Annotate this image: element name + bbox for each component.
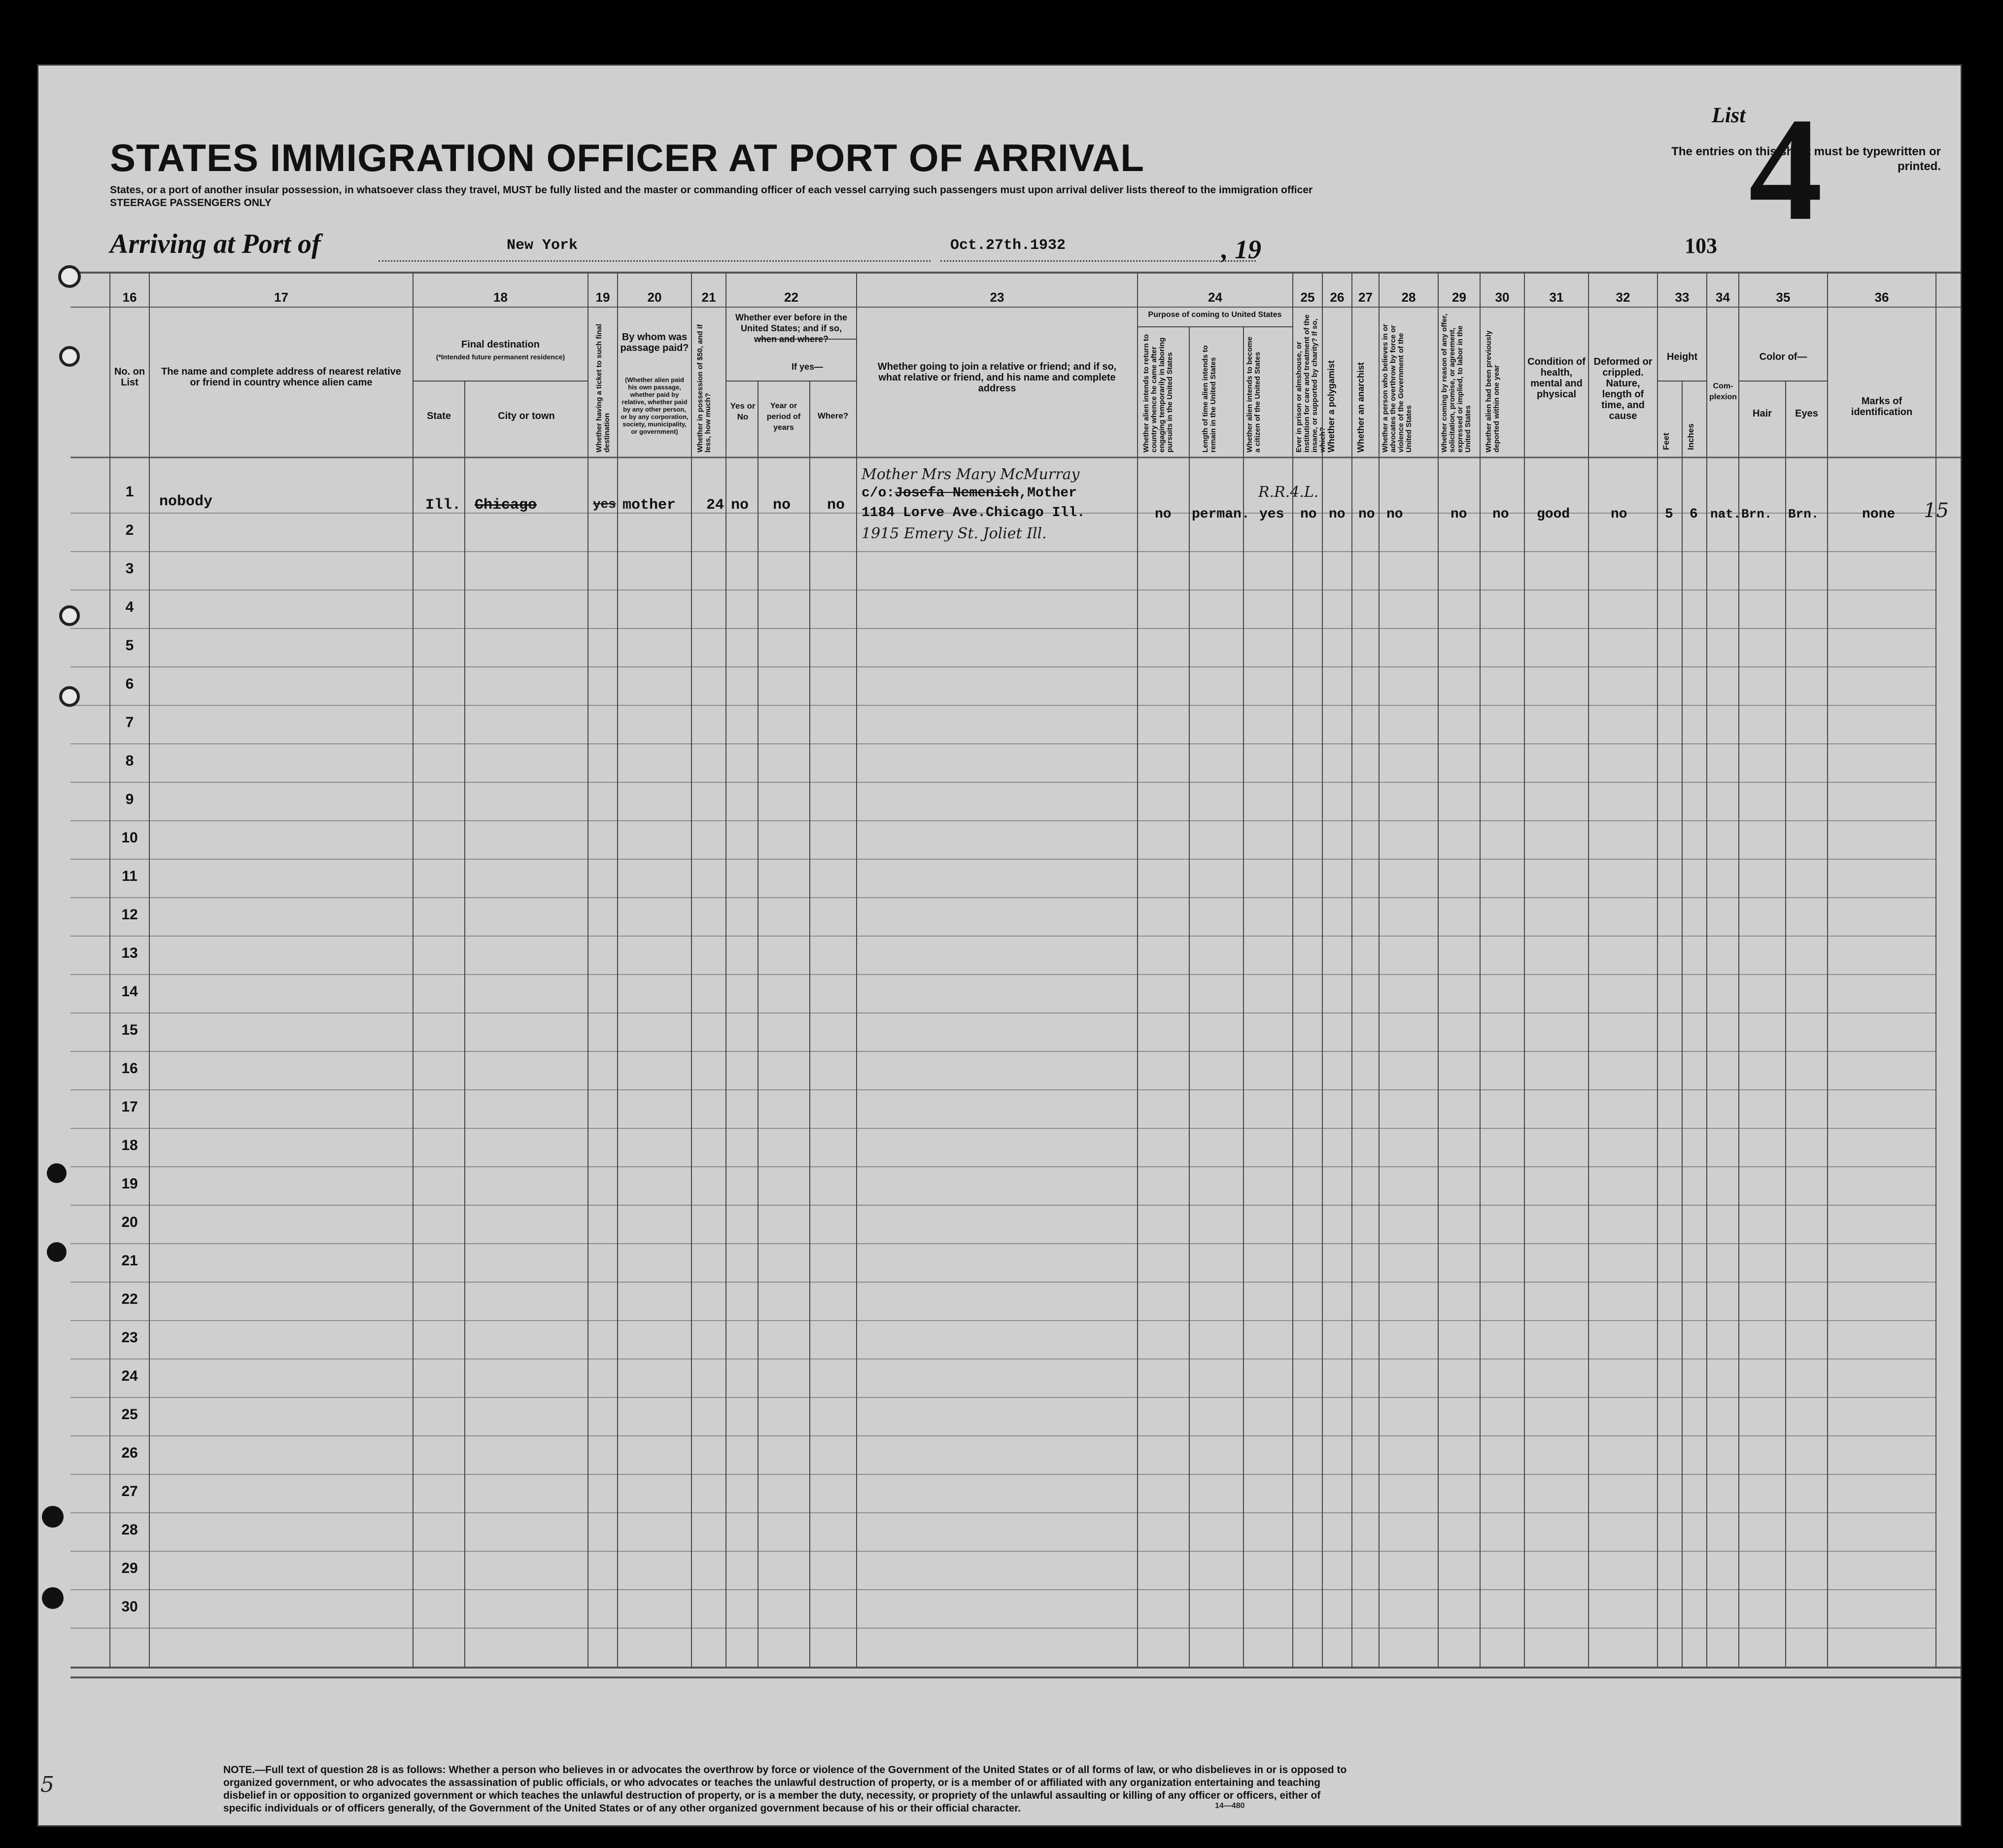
col-num-22: 22 bbox=[784, 290, 798, 305]
col-num-35: 35 bbox=[1776, 290, 1791, 305]
entries-note: The entries on this sheet must be typewritten or printed. bbox=[1671, 145, 1941, 173]
col-16-label: No. on List bbox=[114, 366, 145, 388]
row-number: 24 bbox=[121, 1368, 138, 1384]
entry-become-citizen: yes bbox=[1259, 507, 1284, 522]
col-num-32: 32 bbox=[1616, 290, 1630, 305]
col-num-31: 31 bbox=[1549, 290, 1564, 305]
col-28-label: Whether a person who believes in or advocates the overthrow by force or violence of the Government of the United States bbox=[1381, 324, 1413, 453]
col-18-label: Final destination bbox=[461, 339, 540, 350]
entry-year: no bbox=[773, 497, 791, 514]
header-instructions: States, or a port of another insular possession, in whatsoever class they travel, MUST be fully listed and the master or commanding officer of each vessel carrying such passengers must upon arrival deliver lists thereof to the immigration officer STEERAGE PASSENGERS ONLY bbox=[110, 184, 1313, 209]
col-33-inches: Inches bbox=[1686, 423, 1695, 450]
col-num-18: 18 bbox=[493, 290, 508, 305]
col-22-year: Year or period of years bbox=[766, 402, 801, 432]
col-num-24: 24 bbox=[1208, 290, 1222, 305]
col-18-sub: (*Intended future permanent residence) bbox=[436, 353, 565, 361]
col-num-25: 25 bbox=[1300, 290, 1315, 305]
col-19-label: Whether having a ticket to such final destination bbox=[595, 324, 611, 453]
row-number: 6 bbox=[125, 676, 134, 692]
entry-join-struck-name: Josefa Nemenich bbox=[895, 486, 1019, 501]
col-num-34: 34 bbox=[1716, 290, 1730, 305]
row-number: 22 bbox=[121, 1291, 138, 1307]
row-number: 15 bbox=[121, 1022, 138, 1038]
binder-hole-1 bbox=[47, 1163, 67, 1183]
entry-join-line2: 1184 Lorve Ave.Chicago Ill. bbox=[862, 505, 1085, 521]
manifest-sheet bbox=[37, 64, 1962, 1827]
col-20-sub: (Whether alien paid his own passage, whether paid by relative, whether paid by any other person, or by any corporation, society, municipality, or government) bbox=[621, 376, 689, 435]
row-number: 30 bbox=[121, 1599, 138, 1615]
row-number: 17 bbox=[121, 1099, 138, 1115]
col-num-19: 19 bbox=[595, 290, 610, 305]
col-22-where: Where? bbox=[817, 411, 849, 420]
entry-feet: 5 bbox=[1665, 507, 1673, 522]
entry-complexion: nat. bbox=[1710, 507, 1741, 522]
row-number: 10 bbox=[121, 830, 138, 846]
binder-hole-4 bbox=[42, 1587, 64, 1609]
port-value: New York bbox=[507, 237, 578, 254]
arriving-label: Arriving at Port of bbox=[110, 229, 321, 259]
entry-length-of-stay: perman. bbox=[1192, 507, 1250, 522]
entry-offer-labor: no bbox=[1450, 507, 1467, 522]
row-number: 28 bbox=[121, 1522, 138, 1538]
row-number: 20 bbox=[121, 1214, 138, 1230]
col-18-city: City or town bbox=[498, 411, 555, 421]
entry-join-handwritten: Mother Mrs Mary McMurray bbox=[862, 466, 1080, 483]
col-31-label: Condition of health, mental and physical bbox=[1527, 356, 1586, 400]
entry-polygamist: no bbox=[1329, 507, 1346, 522]
page-mark: 5 bbox=[40, 1772, 54, 1797]
col-num-33: 33 bbox=[1675, 290, 1690, 305]
entry-city: Chicago bbox=[475, 497, 537, 514]
entry-where: no bbox=[827, 497, 845, 514]
row-number: 19 bbox=[121, 1176, 138, 1192]
date-value: Oct.27th.1932 bbox=[950, 237, 1066, 254]
entry-before-in-us: no bbox=[731, 497, 749, 514]
col-21-label: Whether in possession of $50, and if less, how much? bbox=[696, 324, 712, 453]
col-18-state: State bbox=[427, 411, 451, 421]
col-33-label: Height bbox=[1666, 351, 1698, 362]
row-number: 5 bbox=[125, 637, 134, 654]
row-number: 4 bbox=[125, 599, 134, 615]
row-number: 12 bbox=[121, 907, 138, 923]
binder-ring-1 bbox=[58, 265, 81, 288]
entry-eyes: Brn. bbox=[1788, 507, 1819, 522]
row-number: 14 bbox=[121, 983, 138, 1000]
entry-hand-note: R.R.4.L. bbox=[1258, 484, 1319, 501]
footer-note: NOTE.—Full text of question 28 is as follows: Whether a person who believes in or advocates the overthrow by force or violence of the Government of the United States or of all forms of law, or who disbelieves in or is opposed to organized government, or who advocates the assassination of public officials, or who advocates or teaches the unlawful destruction of property, or is a member of or affiliated with any organization entertaining and teaching disbelief in or opposition to organized government or which teaches the unlawful destruction of property, or is a member the duty, necessity, or propriety of the unlawful assaulting or killing of any officer or officers, either of specific individuals or of officers generally, of the Government of the United States or of any other organized government because of his or their official character. bbox=[223, 1764, 1347, 1814]
col-27-label: Whether an anarchist bbox=[1356, 362, 1366, 453]
col-num-20: 20 bbox=[647, 290, 662, 305]
list-label: List bbox=[1712, 103, 1746, 127]
year-prefix: , 19 bbox=[1221, 235, 1261, 264]
entry-state: Ill. bbox=[425, 497, 461, 514]
col-num-27: 27 bbox=[1358, 290, 1373, 305]
entry-anarchist: no bbox=[1358, 507, 1375, 522]
col-17-label: The name and complete address of nearest relative or friend in country whence alien came bbox=[161, 366, 401, 388]
entry-money: 24 bbox=[706, 497, 725, 514]
entry-nearest-relative: nobody bbox=[159, 493, 213, 510]
row-number: 13 bbox=[121, 945, 138, 961]
entry-overthrow: no bbox=[1386, 507, 1403, 522]
binder-ring-4 bbox=[59, 686, 80, 707]
page-title: STATES IMMIGRATION OFFICER AT PORT OF ARRIVAL bbox=[110, 136, 1144, 179]
col-32-label: Deformed or crippled. Nature, length of time, and cause bbox=[1593, 356, 1653, 421]
row-number: 11 bbox=[122, 868, 138, 884]
entry-deformed: no bbox=[1611, 507, 1627, 522]
col-25-label: Ever in prison or almshouse, or institution for care and treatment of the insane, or supported by charity? If so, which? bbox=[1295, 314, 1327, 453]
col-22-yesno: Yes or No bbox=[730, 401, 756, 421]
row-number: 27 bbox=[121, 1483, 138, 1499]
margin-mark: 15 bbox=[1924, 499, 1949, 522]
entry-ticket: yes bbox=[593, 497, 616, 512]
row-number: 25 bbox=[121, 1406, 138, 1423]
binder-ring-3 bbox=[59, 605, 80, 626]
form-code: 14—480 bbox=[1215, 1802, 1245, 1810]
row-number: 8 bbox=[125, 753, 134, 769]
col-35-hair: Hair bbox=[1753, 408, 1772, 419]
col-20-label: By whom was passage paid? bbox=[620, 332, 689, 353]
col-num-36: 36 bbox=[1874, 290, 1889, 305]
row-number: 16 bbox=[121, 1060, 138, 1077]
row-number: 7 bbox=[125, 714, 134, 731]
entry-return-intent: no bbox=[1155, 507, 1172, 522]
row-number: 23 bbox=[121, 1329, 138, 1346]
col-29-label: Whether coming by reason of any offer, solicitation, promise, or agreement, expressed or implied, to labor in the United States bbox=[1440, 314, 1472, 453]
form-grid bbox=[38, 66, 1961, 1825]
row-number: 2 bbox=[125, 522, 134, 538]
steerage-label: STEERAGE PASSENGERS ONLY bbox=[110, 197, 272, 209]
entry-marks: none bbox=[1862, 507, 1896, 522]
col-num-23: 23 bbox=[990, 290, 1004, 305]
binder-ring-2 bbox=[59, 346, 80, 367]
col-36-label: Marks of identification bbox=[1851, 396, 1913, 418]
col-22-ifyes: If yes— bbox=[791, 362, 824, 372]
col-24-a: Whether alien intends to return to country whence he came after engaging temporarily in laboring pursuits in the United States bbox=[1142, 334, 1174, 453]
col-30-label: Whether alien had been previously deported within one year bbox=[1485, 330, 1501, 453]
entry-prison: no bbox=[1300, 507, 1317, 522]
col-num-29: 29 bbox=[1452, 290, 1466, 305]
col-22-label: Whether ever before in the United States; and if so, when and where? bbox=[735, 313, 848, 344]
sheet-number: 103 bbox=[1685, 234, 1717, 258]
entry-join-line1: c/o:Josefa Nemenich,Mother bbox=[862, 486, 1077, 501]
col-24-label: Purpose of coming to United States bbox=[1148, 311, 1282, 319]
col-num-30: 30 bbox=[1495, 290, 1510, 305]
col-35-eyes: Eyes bbox=[1795, 408, 1818, 419]
row-number: 3 bbox=[125, 560, 134, 577]
entry-deported: no bbox=[1492, 507, 1509, 522]
binder-hole-3 bbox=[42, 1506, 64, 1528]
entry-hair: Brn. bbox=[1741, 507, 1772, 522]
col-33-feet: Feet bbox=[1661, 433, 1671, 450]
list-number: 4 bbox=[1749, 87, 1823, 251]
col-34-label: Com- plexion bbox=[1709, 382, 1737, 401]
col-35-label: Color of— bbox=[1759, 351, 1807, 362]
binder-hole-2 bbox=[47, 1242, 67, 1262]
col-24-b: Length of time alien intends to remain in the United States bbox=[1201, 345, 1217, 453]
entry-inches: 6 bbox=[1690, 507, 1698, 522]
row-number: 29 bbox=[121, 1560, 138, 1576]
entry-join-handwritten-address: 1915 Emery St. Joliet Ill. bbox=[862, 525, 1047, 542]
col-num-17: 17 bbox=[274, 290, 288, 305]
col-num-28: 28 bbox=[1401, 290, 1416, 305]
col-26-label: Whether a polygamist bbox=[1326, 360, 1336, 453]
row-number: 26 bbox=[121, 1445, 138, 1461]
entry-paid-by: mother bbox=[622, 497, 676, 514]
row-number: 1 bbox=[125, 484, 134, 500]
entry-health: good bbox=[1537, 507, 1570, 522]
row-number: 18 bbox=[121, 1137, 138, 1153]
col-23-label: Whether going to join a relative or friend; and if so, what relative or friend, and his name and complete address bbox=[877, 361, 1117, 394]
row-number: 21 bbox=[121, 1253, 138, 1269]
col-num-21: 21 bbox=[701, 290, 716, 305]
col-24-c: Whether alien intends to become a citizen of the United States bbox=[1245, 336, 1262, 453]
col-num-26: 26 bbox=[1330, 290, 1345, 305]
col-num-16: 16 bbox=[122, 290, 137, 305]
row-number: 9 bbox=[125, 791, 134, 807]
